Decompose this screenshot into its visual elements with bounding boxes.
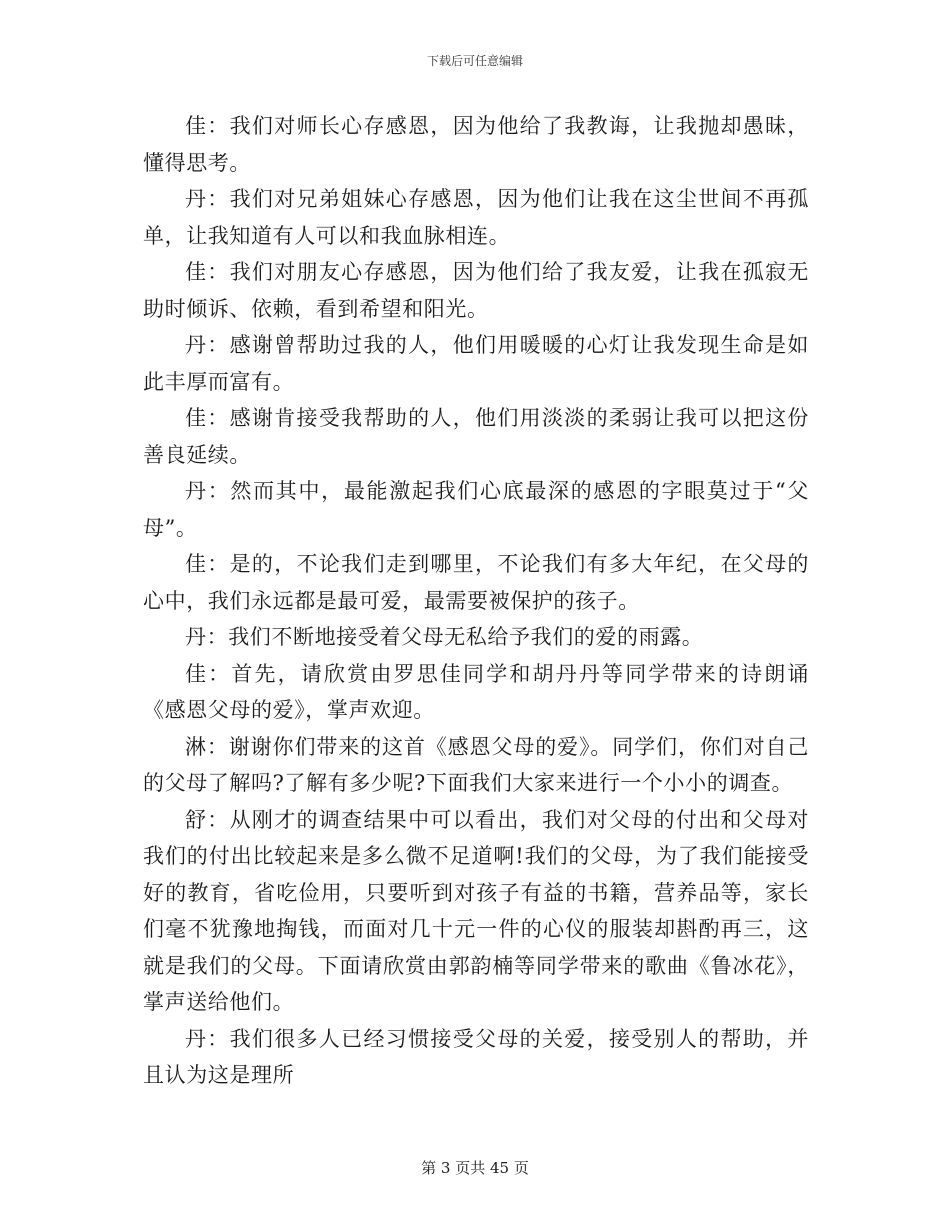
dialogue-paragraph: 佳：首先，请欣赏由罗思佳同学和胡丹丹等同学带来的诗朗诵《感恩父母的爱》，掌声欢迎。 (143, 661, 809, 722)
dialogue-paragraph: 丹：感谢曾帮助过我的人，他们用暖暖的心灯让我发现生命是如此丰厚而富有。 (143, 333, 809, 394)
page-number-footer: 第 3 页共 45 页 (421, 1159, 529, 1177)
dialogue-paragraph: 丹：我们对兄弟姐妹心存感恩，因为他们让我在这尘世间不再孤单，让我知道有人可以和我血脉相连。 (143, 187, 809, 248)
dialogue-paragraph: 淋：谢谢你们带来的这首《感恩父母的爱》。同学们，你们对自己的父母了解吗?了解有多少呢?下面我们大家来进行一个小小的调查。 (143, 734, 809, 795)
dialogue-paragraph: 佳：我们对师长心存感恩，因为他给了我教诲，让我抛却愚昧，懂得思考。 (143, 114, 809, 175)
dialogue-paragraph: 丹：我们很多人已经习惯接受父母的关爱，接受别人的帮助，并且认为这是理所 (143, 1026, 809, 1087)
dialogue-paragraph: 佳：感谢肯接受我帮助的人，他们用淡淡的柔弱让我可以把这份善良延续。 (143, 406, 809, 467)
dialogue-paragraph: 丹：然而其中，最能激起我们心底最深的感恩的字眼莫过于“父母”。 (143, 479, 809, 540)
page-header: 下载后可任意编辑 (426, 54, 523, 68)
dialogue-paragraph: 丹：我们不断地接受着父母无私给予我们的爱的雨露。 (185, 625, 704, 649)
dialogue-paragraph: 佳：是的，不论我们走到哪里，不论我们有多大年纪，在父母的心中，我们永远都是最可爱，最需要被保护的孩子。 (143, 552, 809, 613)
dialogue-paragraph: 佳：我们对朋友心存感恩，因为他们给了我友爱，让我在孤寂无助时倾诉、依赖，看到希望和阳光。 (143, 260, 809, 321)
document-body (143, 108, 809, 1094)
dialogue-paragraph: 舒：从刚才的调查结果中可以看出，我们对父母的付出和父母对我们的付出比较起来是多么微不足道啊!我们的父母，为了我们能接受好的教育，省吃俭用，只要听到对孩子有益的书籍，营养品等，家长们毫不犹豫地掏钱，而面对几十元一件的心仪的服装却斟酌再三，这就是我们的父母。下面请欣赏由郭韵楠等同学带来的歌曲《鲁冰花》，掌声送给他们。 (143, 807, 809, 1014)
